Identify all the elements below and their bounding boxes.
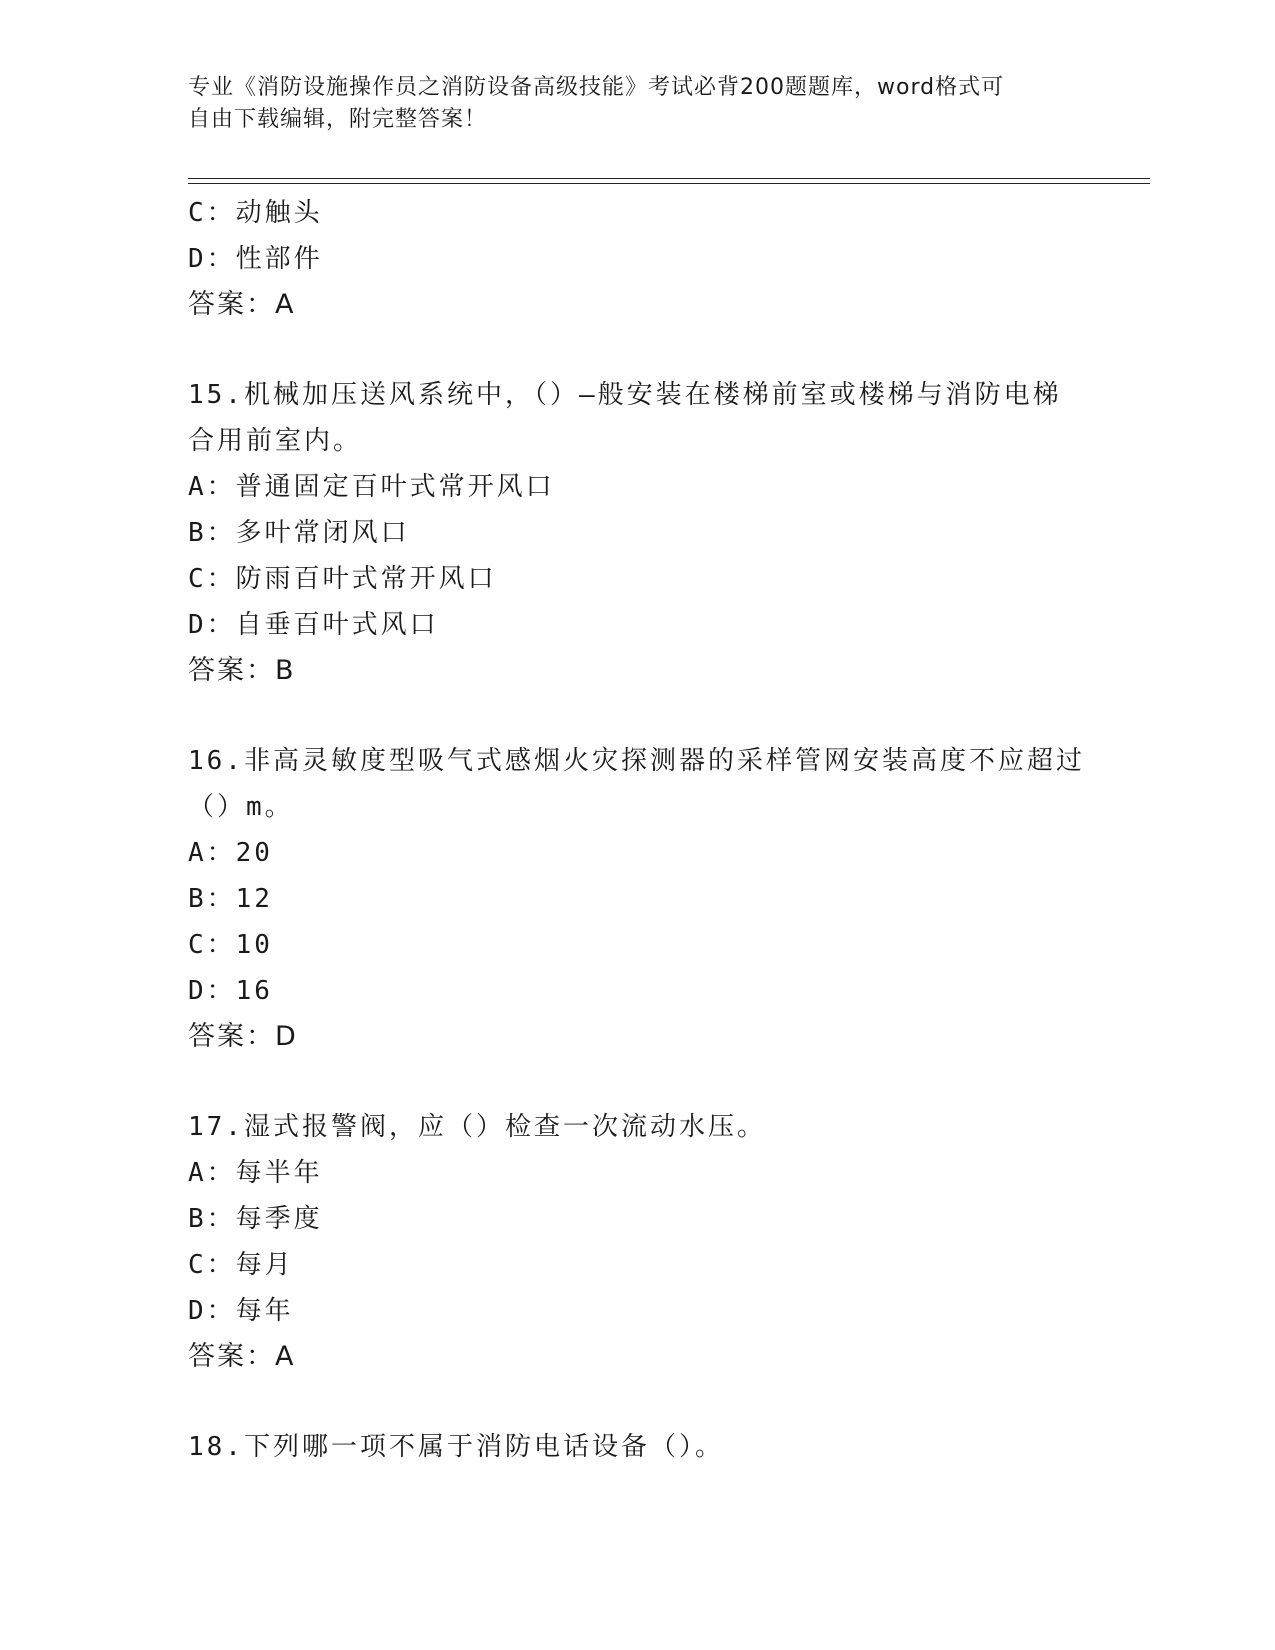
option-d: D：性部件: [188, 244, 323, 274]
header-divider-bottom: [188, 183, 1150, 184]
question-stem: 18.下列哪一项不属于消防电话设备（）。: [188, 1432, 724, 1462]
question-18: [188, 1424, 1088, 1470]
question-15: [188, 372, 1088, 694]
option-d: D：每年: [188, 1296, 294, 1326]
option-a: A：每半年: [188, 1158, 323, 1188]
answer: 答案：B: [188, 655, 296, 686]
question-stem-cont: 合用前室内。: [188, 426, 363, 456]
option-b: B：每季度: [188, 1204, 323, 1234]
header-line-1: 专业《消防设施操作员之消防设备高级技能》考试必背200题题库，word格式可: [188, 75, 1005, 100]
question-stem-cont: （）m。: [188, 792, 294, 822]
option-c: C：每月: [188, 1250, 294, 1280]
header-line-2: 自由下载编辑，附完整答案！: [188, 107, 488, 132]
question-17: [188, 1104, 1088, 1380]
answer: 答案：A: [188, 1341, 296, 1372]
option-a: A：20: [188, 838, 273, 868]
option-d: D：16: [188, 976, 273, 1006]
question-stem: 15.机械加压送风系统中，（）—般安装在楼梯前室或楼梯与消防电梯: [188, 380, 1062, 410]
option-c: C：10: [188, 930, 273, 960]
header-divider-top: [188, 178, 1150, 179]
document-header: [188, 72, 1068, 136]
question-16: [188, 738, 1088, 1060]
answer: 答案：A: [188, 289, 296, 320]
option-b: B：多叶常闭风口: [188, 518, 410, 548]
answer: 答案：D: [188, 1021, 298, 1052]
option-c: C：防雨百叶式常开风口: [188, 564, 497, 594]
question-list: [188, 190, 1088, 1470]
question-14-tail: [188, 190, 1088, 328]
option-b: B：12: [188, 884, 273, 914]
option-a: A：普通固定百叶式常开风口: [188, 472, 555, 502]
option-c: C：动触头: [188, 198, 323, 228]
question-stem: 17.湿式报警阀，应（）检查一次流动水压。: [188, 1112, 766, 1142]
option-d: D：自垂百叶式风口: [188, 610, 439, 640]
question-stem: 16.非高灵敏度型吸气式感烟火灾探测器的采样管网安装高度不应超过: [188, 746, 1085, 776]
